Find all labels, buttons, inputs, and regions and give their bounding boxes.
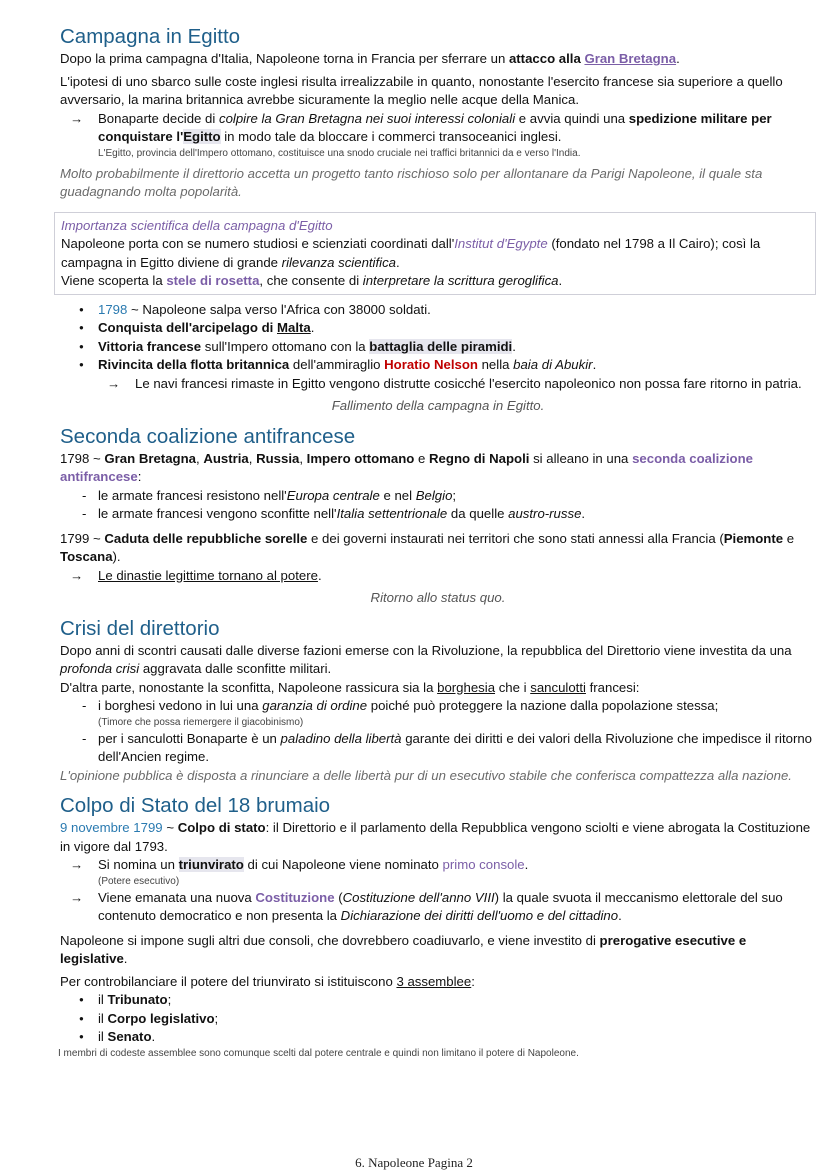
note: I membri di codeste assemblee sono comunque scelti dal potere centrale e quindi non limitano il potere di Napoleone. <box>58 1047 579 1059</box>
arrow-item: → Bonaparte decide di colpire la Gran Bretagna nei suoi interessi coloniali e avvia quindi una spedizione militare per conquistare l'Egitto in modo tale da bloccare i commerci transoceanici inglesi. L'Egitto, provincia dell'Impero ottomano, costituisce una snodo cruciale nei traffici britannici da e verso l'India. <box>60 110 816 161</box>
paragraph: 1798 ~ Gran Bretagna, Austria, Russia, Impero ottomano e Regno di Napoli si alleano in una seconda coalizione antifrancese: <box>60 450 753 484</box>
arrow-item: → Le dinastie legittime tornano al potere. <box>60 567 816 586</box>
dash-item: - le armate francesi vengono sconfitte nell'Italia settentrionale da quelle austro-russe. <box>60 505 816 524</box>
info-box-title: Importanza scientifica della campagna d'Egitto <box>61 217 333 233</box>
list-item: ● il Tribunato; <box>60 991 816 1010</box>
arrow-item: → Si nomina un triunvirato di cui Napoleone viene nominato primo console. (Potere esecutivo) <box>60 856 816 889</box>
note: L'Egitto, provincia dell'Impero ottomano, costituisce una snodo cruciale nei traffici britannici da e verso l'India. <box>98 147 581 159</box>
page-footer: 6. Napoleone Pagina 2 <box>355 1155 473 1170</box>
list-item: ● 1798 ~ Napoleone salpa verso l'Africa con 38000 soldati. <box>60 301 816 320</box>
info-box-line: Viene scoperta la stele di rosetta, che consente di interpretare la scrittura geroglifica. <box>61 273 563 288</box>
list-item: ● Rivincita della flotta britannica dell'ammiraglio Horatio Nelson nella baia di Abukir. <box>60 356 816 375</box>
paragraph: Dopo anni di scontri causati dalle diverse fazioni emerse con la Rivoluzione, la repubblica del Direttorio viene investita da una profonda crisi aggravata dalle sconfitte militari. <box>60 642 792 676</box>
note: (Potere esecutivo) <box>98 875 180 887</box>
paragraph: Per controbilanciare il potere del triunvirato si istituiscono 3 assemblee: <box>60 973 475 989</box>
dash-item: - i borghesi vedono in lui una garanzia di ordine poiché può proteggere la nazione dalla popolazione stessa; (Timore che possa riemergere il giacobinismo) <box>60 697 816 730</box>
arrow-item: → Viene emanata una nuova Costituzione (Costituzione dell'anno VIII) la quale svuota il meccanismo elettorale del suo contenuto democratico e non presenta la Dichiarazione dei diritti dell'uomo e del cittadino. <box>60 889 816 926</box>
dash-item: - le armate francesi resistono nell'Europa centrale e nel Belgio; <box>60 487 816 506</box>
paragraph: L'ipotesi di uno sbarco sulle coste inglesi risulta irrealizzabile in quanto, nonostante l'esercito francese sia superiore a quello avversario, la marina britannica avrebbe sicuramente la meglio nelle acque della Manica. <box>60 73 783 107</box>
note: (Timore che possa riemergere il giacobinismo) <box>98 716 304 728</box>
info-box <box>54 212 816 295</box>
paragraph: 9 novembre 1799 ~ Colpo di stato: il Direttorio e il parlamento della Repubblica vengono sciolti e viene abrogata la Costituzione in vigore dal 1793. <box>60 820 811 854</box>
section-title-colpo-di-stato: Colpo di Stato del 18 brumaio <box>60 794 331 817</box>
list-item: ● il Senato. <box>60 1028 816 1047</box>
conclusion: Fallimento della campagna in Egitto. <box>331 398 545 413</box>
dash-item: - per i sanculotti Bonaparte è un paladino della libertà garante dei diritti e dei valori della Rivoluzione che impedisce il ritorno dell'Ancien regime. <box>60 730 816 767</box>
section-title-crisi-direttorio: Crisi del direttorio <box>60 616 220 640</box>
list-item: ● Vittoria francese sull'Impero ottomano con la battaglia delle piramidi. <box>60 338 816 357</box>
italic-note: L'opinione pubblica è disposta a rinunciare a delle libertà pur di un esecutivo stabile che conferisca compattezza alla nazione. <box>60 767 792 783</box>
list-item: ● il Corpo legislativo; <box>60 1010 816 1029</box>
list-item: ● Conquista dell'arcipelago di Malta. <box>60 319 816 338</box>
conclusion: Ritorno allo status quo. <box>370 590 506 605</box>
section-title-campagna-egitto: Campagna in Egitto <box>60 25 241 48</box>
paragraph: 1799 ~ Caduta delle repubbliche sorelle e dei governi instaurati nei territori che sono stati annessi alla Francia (Piemonte e Toscana). <box>60 530 795 564</box>
notes-page <box>60 24 816 1061</box>
info-box-line: Napoleone porta con se numero studiosi e scienziati coordinati dall'Institut d'Egypte (fondato nel 1798 a Il Cairo); così la campagna in Egitto diviene di grande rilevanza scientifica. <box>61 236 761 270</box>
paragraph: D'altra parte, nonostante la sconfitta, Napoleone rassicura sia la borghesia che i sanculotti francesi: <box>60 679 640 695</box>
section-title-seconda-coalizione: Seconda coalizione antifrancese <box>60 424 356 448</box>
arrow-subitem: → Le navi francesi rimaste in Egitto vengono distrutte cosicché l'esercito napoleonico non possa fare ritorno in patria. <box>60 375 816 394</box>
paragraph: Napoleone si impone sugli altri due consoli, che dovrebbero coadiuvarlo, e viene investito di prerogative esecutive e legislative. <box>60 932 747 966</box>
link-gran-bretagna[interactable]: Gran Bretagna <box>584 51 677 66</box>
italic-note: Molto probabilmente il direttorio accetta un progetto tanto rischioso solo per allontanare da Parigi Napoleone, il quale sta guadagnando molta popolarità. <box>60 165 763 199</box>
paragraph: Dopo la prima campagna d'Italia, Napoleone torna in Francia per sferrare un attacco alla Gran Bretagna. <box>60 51 680 66</box>
